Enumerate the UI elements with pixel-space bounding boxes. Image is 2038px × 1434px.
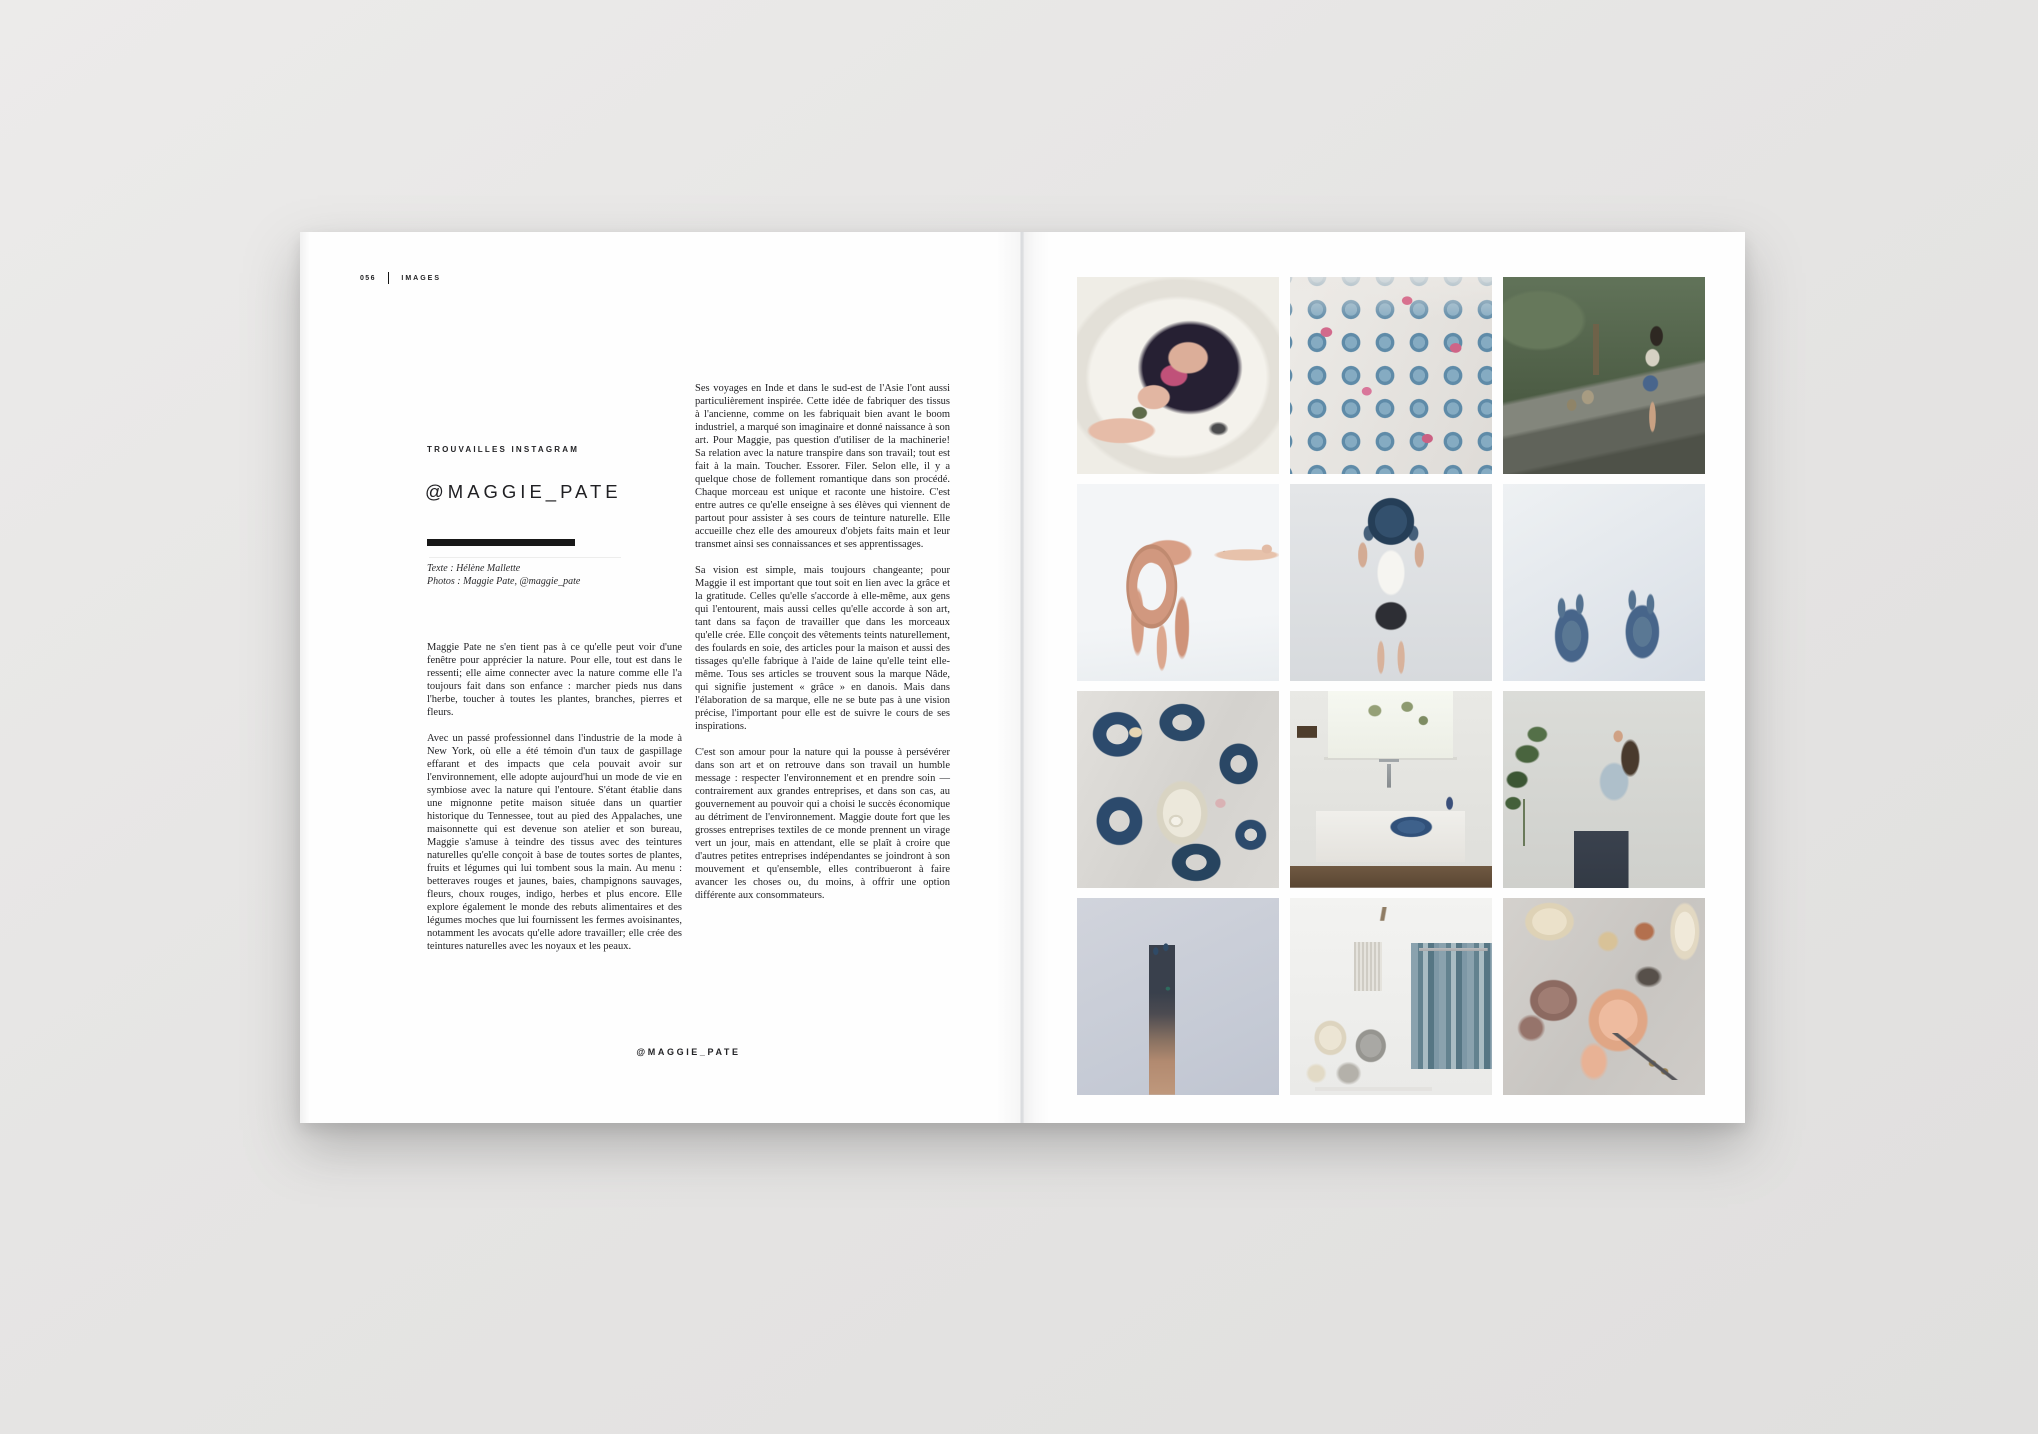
magazine-spread [300,232,1745,1123]
title-rule [427,539,575,546]
page-number: 056 [360,274,376,282]
photo-dip-dyed-hand [1077,898,1279,1095]
photo-indigo-yarn-ceramics [1077,691,1279,888]
photo-yarn-skeins-scissors [1503,898,1705,1095]
photo-indigo-head-wrap [1290,484,1492,681]
photo-indigo-stained-hands [1503,484,1705,681]
body-paragraph: Avec un passé professionnel dans l'industrie de la mode à New York, où elle a été témoin d'un taux de gaspillage effarant et des impacts que cela pouvait avoir sur l'environnement, elle adopte aujourd'hui un mode de vie en symbiose avec la nature qui l'entoure. S'étant établie dans une mignonne petite maison située dans un quartier historique du Tennessee, tout au pied des Appalaches, une maisonnette qui est devenue son atelier et son bureau, Maggie s'amuse à teindre des tissus avec des teintures naturelles qu'elle conçoit à base de toutes sortes de plantes, fruits et légumes qui lui tombent sous la main. Au menu : betteraves rouges et jaunes, baies, champignons sauvages, fleurs, choux rouges, indigo, herbes et plus encore. Elle explore également le monde des rebuts alimentaires et des légumes moches que lui fournissent les fermes avoisinantes, notamment les avocats qu'elle adore travailler; elle crée des teintures naturelles avec les noyaux et les peaux. [427,733,682,952]
body-paragraph: Maggie Pate ne s'en tient pas à ce qu'elle peut voir d'une fenêtre pour apprécier la nature. Pour elle, tout est dans le ressenti; elle aime connecter avec la nature comme elle l'a toujours fait dans son enfance : marcher pieds nus dans l'herbe, toucher à toutes les plantes, branches, pierres et fleurs. [427,642,682,718]
article-column-1 [427,641,682,966]
folio-row [360,272,441,284]
body-paragraph: Sa vision est simple, mais toujours changeante; pour Maggie il est important que tout soit en lien avec la grâce et la gratitude. Celles qu'elle s'accorde à elle-même, aux gens qui l'entourent, mais aussi celles qu'elle accorde à son art, tant dans sa façon de travailler que dans les morceaux qu'elle crée. Elle conçoit des vêtements teints naturellement, des foulards en soie, des articles pour la maison et aussi des tissages qu'elle fabrique à l'aide de laine qu'elle teint elle-même. Tous ses articles se trouvent sous la marque Nâde, qui signifie justement « grâce » en danois. Mais dans l'élaboration de sa marque, elle ne se bute pas à une vision précise, l'important pour elle est de suivre le cours de ses inspirations. [695,565,950,732]
body-paragraph: C'est son amour pour la nature qui la pousse à persévérer dans son art et on retrouve dans son travail un humble message : respecter l'environnement et en prendre soin — contrairement aux grandes entreprises, et dans son cas, au gouvernement au pouvoir qui a choisi le succès économique au détriment de l'environnement. Maggie doute fort que les grosses entreprises textiles de ce monde prennent un virage vert un jour, mais en attendant, elle se plaît à croire que d'autres petites entreprises indépendantes se joindront à son mouvement et qu'ensemble, elles contribueront à faire avancer les choses ou, du moins, à offrir une option différente aux consommateurs. [695,747,950,901]
left-page [300,232,1022,1123]
section-label: IMAGES [401,274,442,282]
photo-indigo-dyed-eggs [1290,277,1492,474]
photo-woman-with-plant [1503,691,1705,888]
kicker: TROUVAILLES INSTAGRAM [427,445,580,454]
credits [427,562,580,588]
credit-line: Texte : Hélène Mallette [427,563,521,574]
instagram-handle-footer: @MAGGIE_PATE [636,1047,741,1057]
photo-studio-closet [1290,898,1492,1095]
right-page [1022,232,1745,1123]
article-column-2 [695,382,950,915]
instagram-photo-grid [1077,277,1705,1095]
body-paragraph: Ses voyages en Inde et dans le sud-est de l'Asie l'ont aussi particulièrement inspirée. Cette idée de fabriquer des tissus à l'ancienne, comme on les fabriquait bien avant le boom industriel, a marqué son imaginaire et donné naissance à son art. Pour Maggie, pas question d'utiliser de la machinerie! Sa relation avec la nature transpire dans son travail; tout est fait à la main. Toucher. Essorer. Filer. Selon elle, il y a quelque chose de follement romantique dans son procédé. Chaque morceau est unique et raconte une histoire. C'est entre autres ce qu'elle enseigne à ses élèves qui viennent de partout pour assister à ses cours de teinture naturelle. Elle accueille chez elle des amoureux d'objets faits main et leur transmet ainsi ses connaissances et ses apprentissages. [695,383,950,550]
photo-peach-scarf-arm [1077,484,1279,681]
article-title: @MAGGIE_PATE [425,481,622,502]
credit-line: Photos : Maggie Pate, @maggie_pate [427,576,581,587]
photo-kitchen-sink-dye [1290,691,1492,888]
folio-divider [388,272,390,284]
photo-berry-dye-bath [1077,277,1279,474]
photo-forest-dye-pots [1503,277,1705,474]
